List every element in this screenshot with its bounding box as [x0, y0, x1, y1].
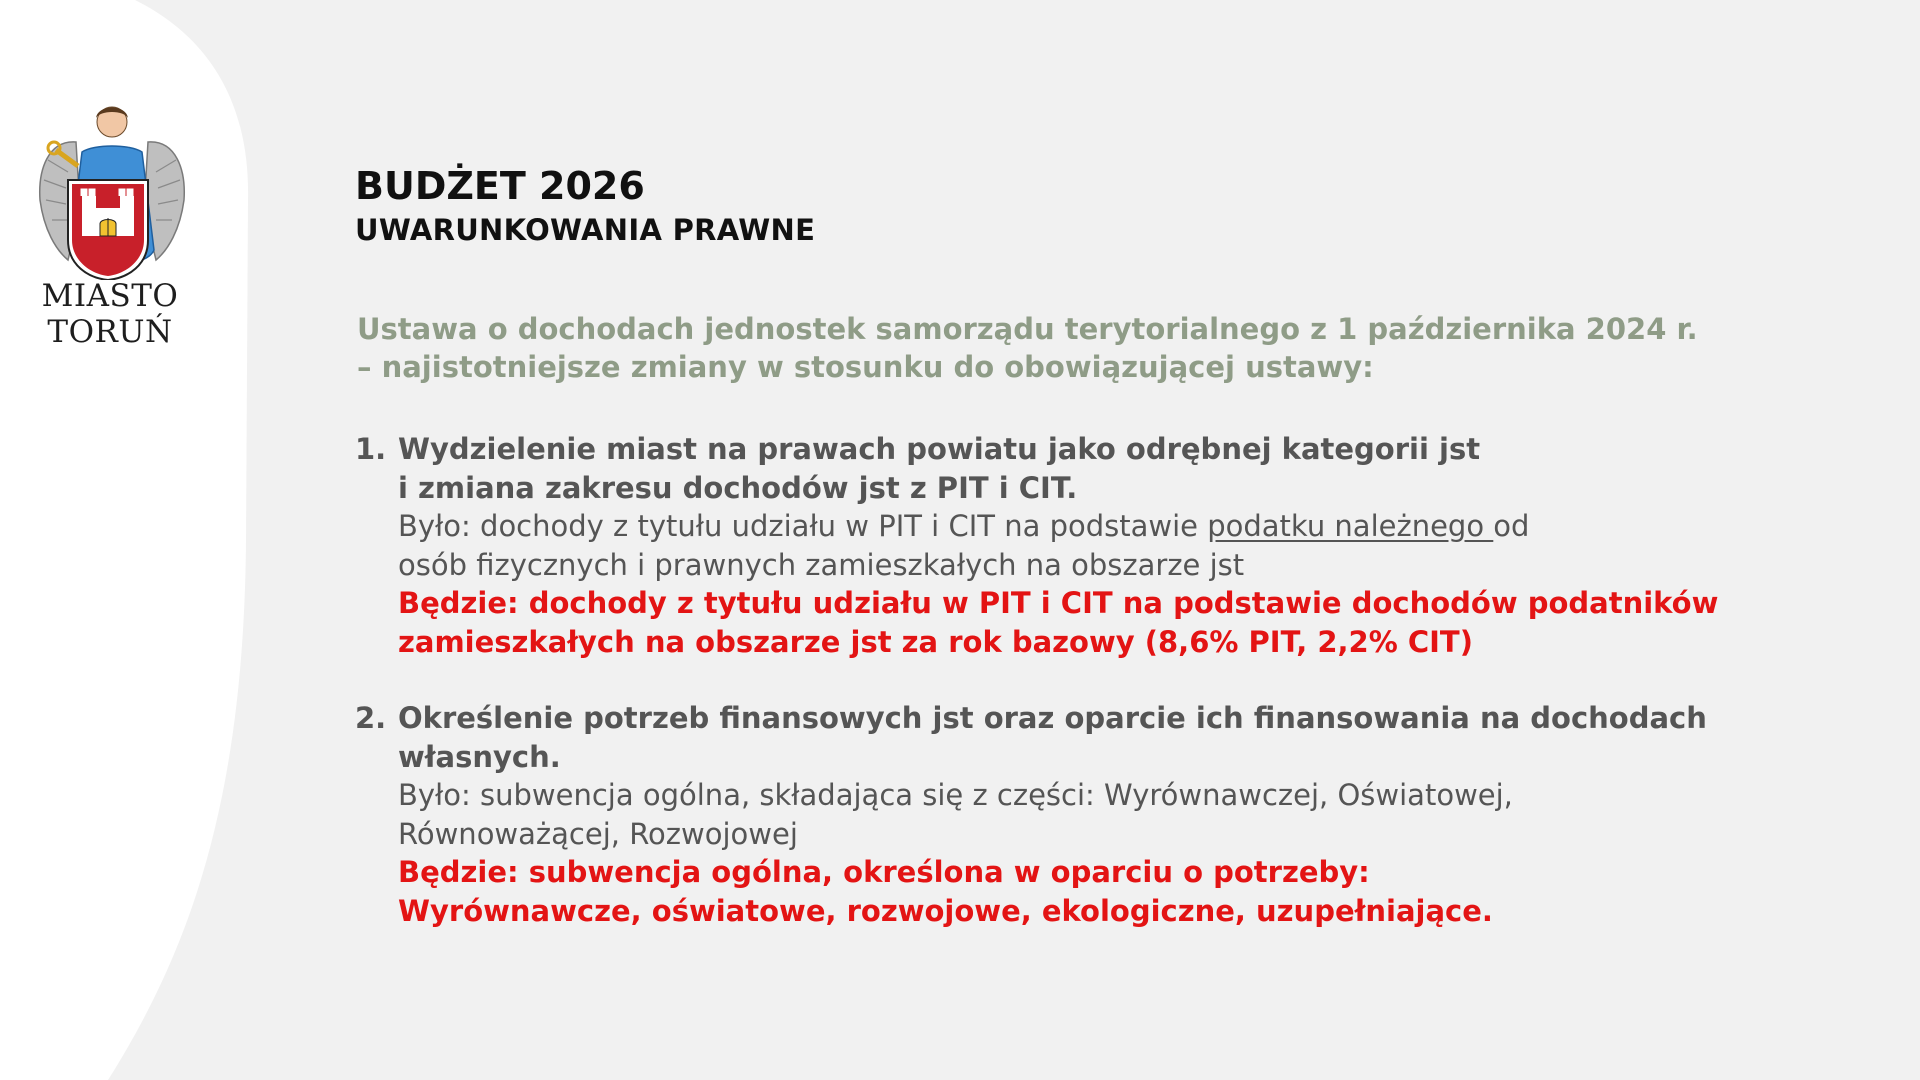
bylo-suffix: od	[1493, 509, 1530, 543]
item-bylo-line-1	[398, 507, 1855, 546]
list-item-number: 1.	[355, 432, 387, 466]
changes-list	[355, 430, 1855, 930]
city-name-logo-text	[20, 278, 200, 350]
item-heading-line-1: Wydzielenie miast na prawach powiatu jako odrębnej kategorii jst	[398, 432, 1481, 466]
item-heading-line-1: Określenie potrzeb finansowych jst oraz oparcie ich finansowania na dochodach	[398, 701, 1707, 735]
logo-line-miasto: MIASTO	[41, 278, 179, 314]
intro-paragraph	[357, 310, 1857, 386]
item-heading-line-2: własnych.	[398, 739, 561, 774]
intro-line-2: – najistotniejsze zmiany w stosunku do obowiązującej ustawy:	[357, 350, 1374, 384]
page-title: BUDŻET 2026	[355, 164, 645, 208]
angel-coat-of-arms-icon	[38, 100, 186, 280]
item-heading-line-2: i zmiana zakresu dochodów jst z PIT i CIT.	[398, 470, 1078, 505]
item-bedzie-line-2: Wyrównawcze, oświatowe, rozwojowe, ekologiczne, uzupełniające.	[398, 893, 1493, 928]
item-bedzie-line-2: zamieszkałych na obszarze jst za rok bazowy (8,6% PIT, 2,2% CIT)	[398, 624, 1473, 659]
bylo-underlined-term: podatku należnego	[1207, 509, 1494, 543]
logo-line-torun: TORUŃ	[47, 314, 173, 350]
bylo-prefix: Było: dochody z tytułu udziału w PIT i CIT na podstawie	[398, 509, 1208, 543]
list-item	[355, 699, 1855, 930]
list-item-number: 2.	[355, 701, 387, 735]
item-bylo-line-2: osób fizycznych i prawnych zamieszkałych na obszarze jst	[398, 547, 1245, 582]
intro-line-1: Ustawa o dochodach jednostek samorządu terytorialnego z 1 października 2024 r.	[357, 312, 1698, 346]
item-bylo-line-1: Było: subwencja ogólna, składająca się z części: Wyrównawczej, Oświatowej,	[398, 778, 1513, 812]
item-bedzie-line-1: Będzie: dochody z tytułu udziału w PIT i CIT na podstawie dochodów podatników	[398, 586, 1719, 620]
list-item	[355, 430, 1855, 661]
item-bylo-line-2: Równoważącej, Rozwojowej	[398, 816, 798, 851]
page-subtitle: UWARUNKOWANIA PRAWNE	[355, 213, 816, 247]
item-bedzie-line-1: Będzie: subwencja ogólna, określona w oparciu o potrzeby:	[398, 855, 1370, 889]
